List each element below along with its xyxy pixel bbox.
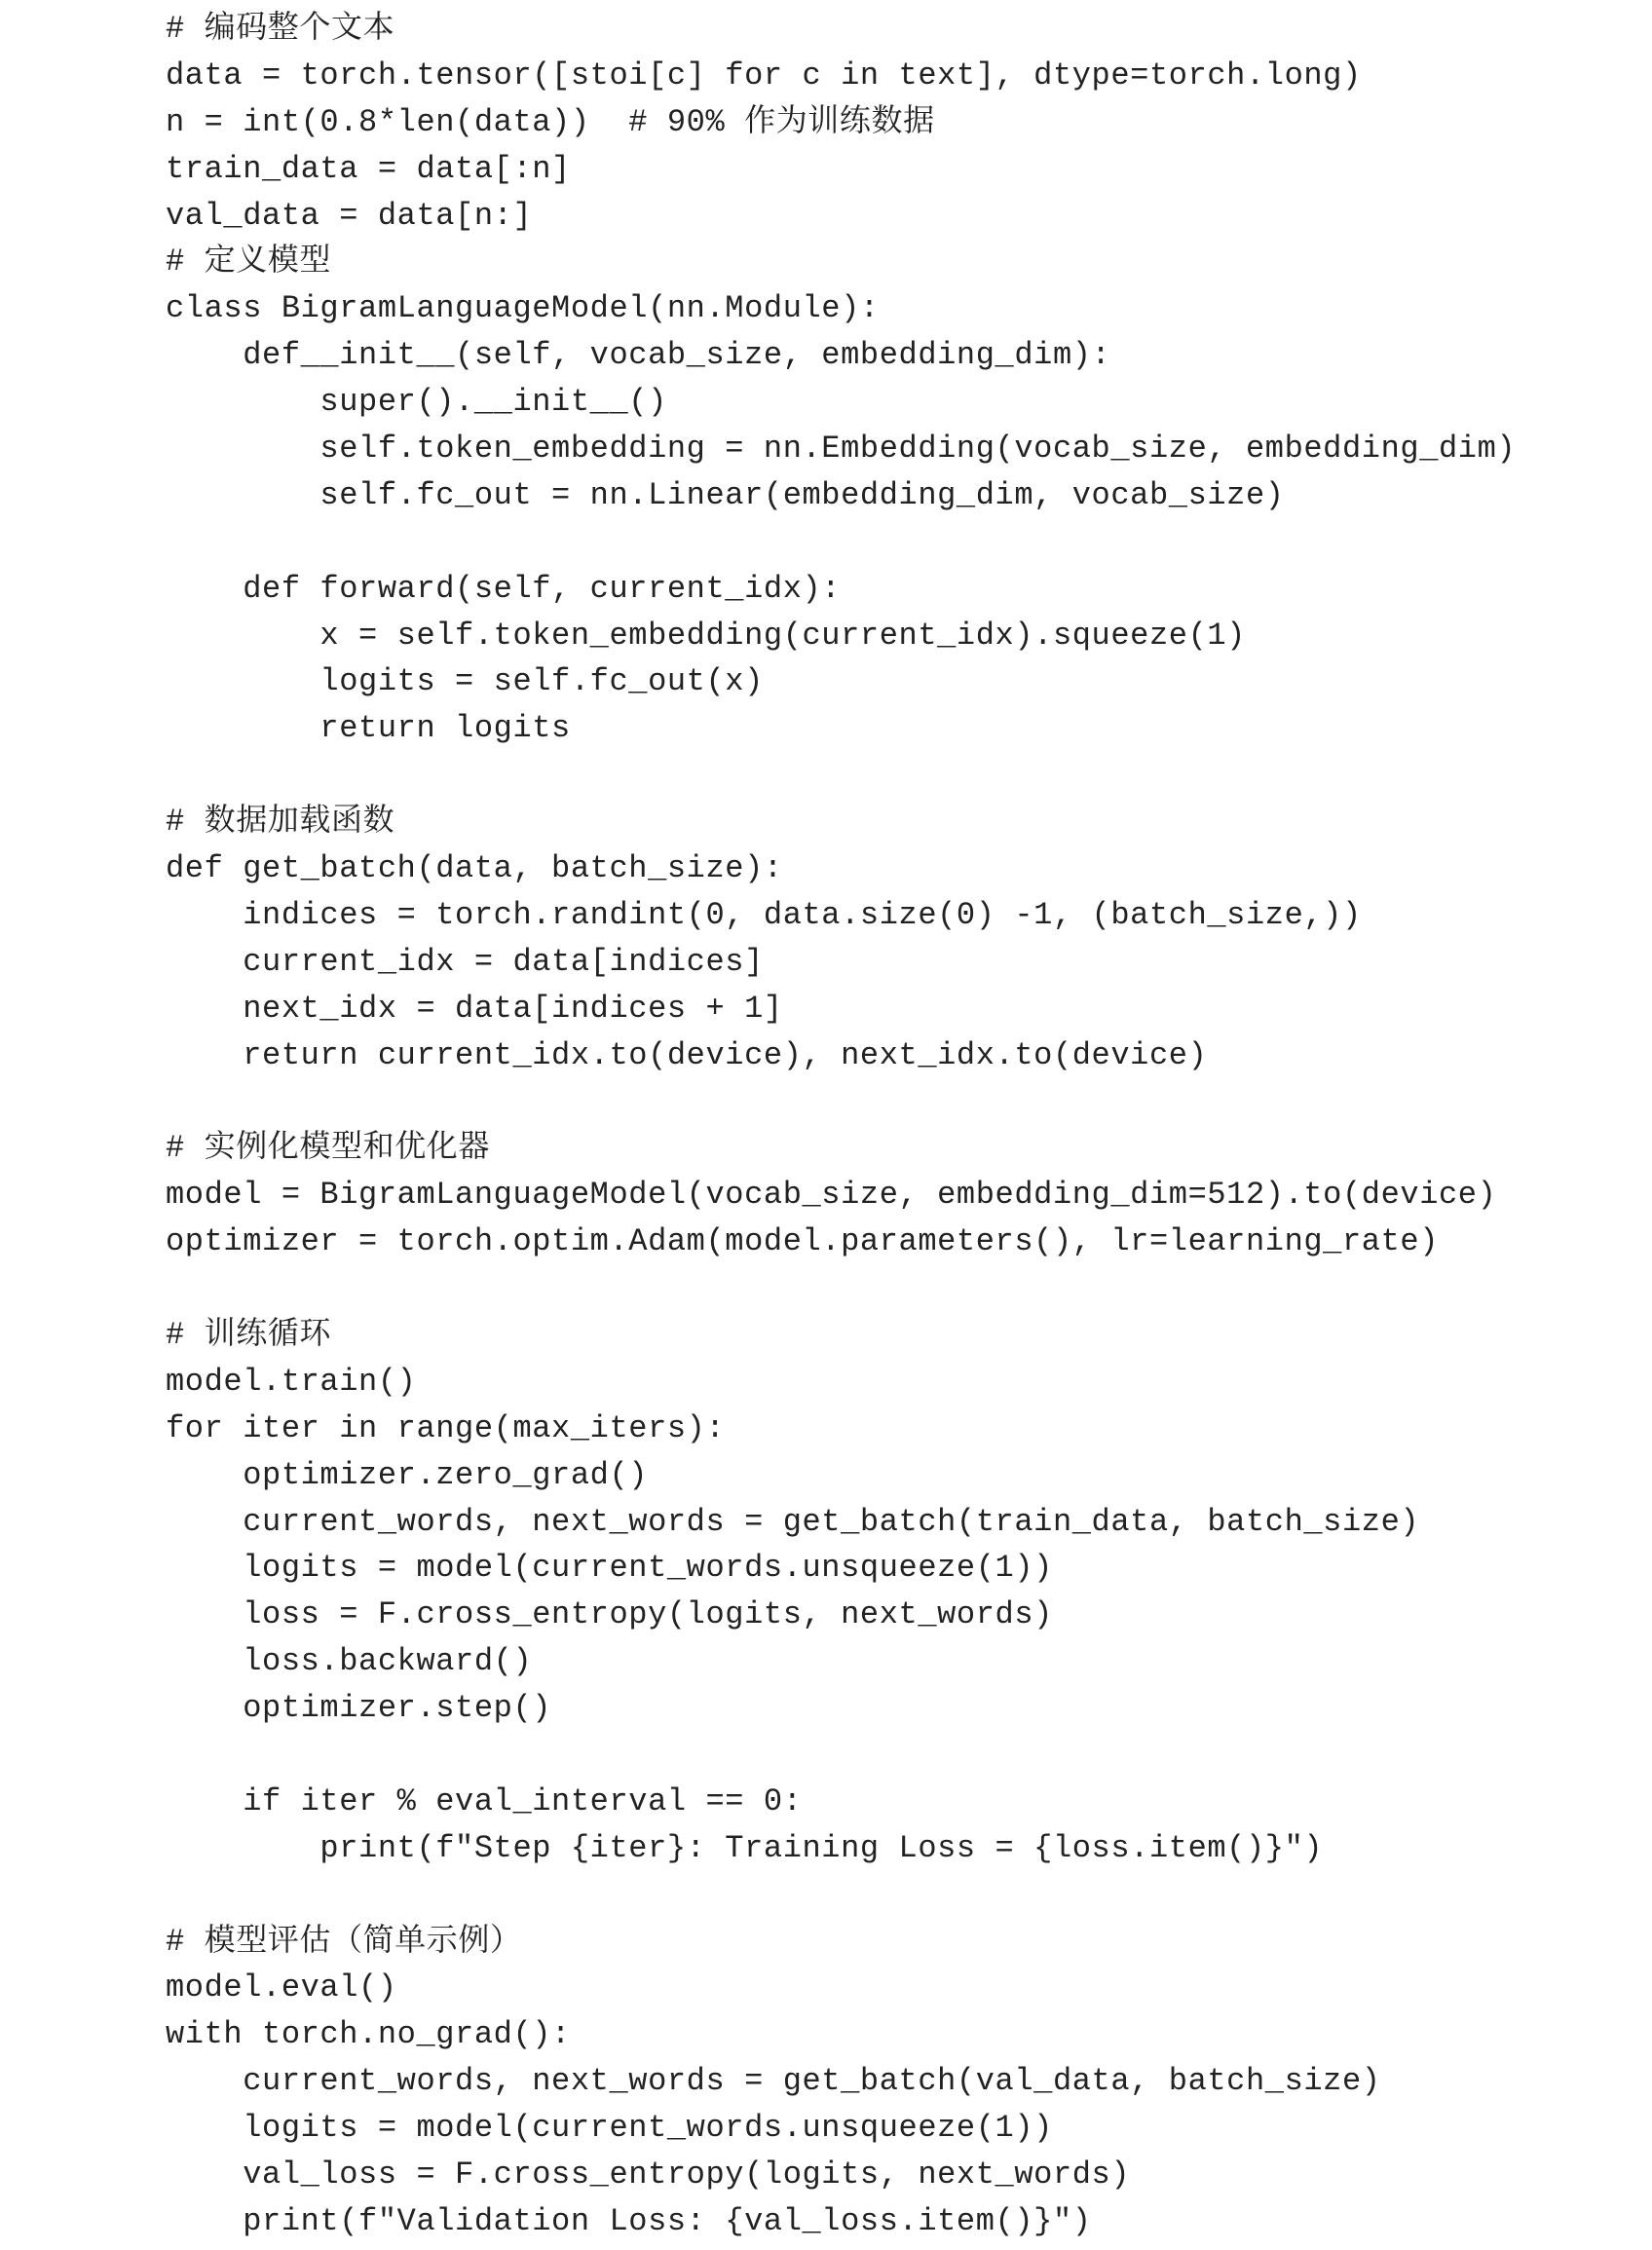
code-line: # 定义模型	[166, 244, 332, 281]
code-line: optimizer.zero_grad()	[166, 1456, 649, 1493]
code-line: optimizer.step()	[166, 1690, 552, 1727]
code-line: # 编码整个文本	[166, 11, 395, 47]
code-line: current_idx = data[indices]	[166, 943, 764, 980]
code-line: with torch.no_grad():	[166, 2016, 571, 2053]
code-line: train_data = data[:n]	[166, 150, 571, 187]
blank-line	[166, 1078, 1627, 1125]
code-line: super().__init__()	[166, 384, 667, 421]
code-line: optimizer = torch.optim.Adam(model.parameters(), lr=learning_rate)	[166, 1223, 1440, 1260]
code-line: data = torch.tensor([stoi[c] for c in text], dtype=torch.long)	[166, 56, 1362, 94]
code-line: class BigramLanguageModel(nn.Module):	[166, 290, 880, 327]
blank-line	[166, 1265, 1627, 1312]
code-line: val_data = data[n:]	[166, 197, 533, 234]
code-line: model.train()	[166, 1363, 417, 1400]
code-line: current_words, next_words = get_batch(val_data, batch_size)	[166, 2063, 1381, 2100]
code-line: for iter in range(max_iters):	[166, 1409, 726, 1446]
code-line: print(f"Validation Loss: {val_loss.item()}")	[166, 2202, 1092, 2239]
code-line: model.eval()	[166, 1969, 397, 2006]
code-line: if iter % eval_interval == 0:	[166, 1782, 803, 1819]
code-line: return current_idx.to(device), next_idx.to(device)	[166, 1036, 1208, 1073]
code-line: # 训练循环	[166, 1316, 332, 1353]
blank-line	[166, 519, 1627, 566]
code-line: loss = F.cross_entropy(logits, next_words)	[166, 1596, 1053, 1633]
code-line: def__init__(self, vocab_size, embedding_dim):	[166, 337, 1111, 374]
code-line: self.token_embedding = nn.Embedding(vocab_size, embedding_dim)	[166, 431, 1517, 468]
blank-line	[166, 1732, 1627, 1779]
code-line: val_loss = F.cross_entropy(logits, next_words)	[166, 2156, 1131, 2193]
code-line: logits = model(current_words.unsqueeze(1))	[166, 2110, 1053, 2147]
code-line: loss.backward()	[166, 1643, 533, 1680]
code-line: logits = self.fc_out(x)	[166, 663, 764, 700]
code-line: # 模型评估（简单示例）	[166, 1923, 522, 1960]
code-line: print(f"Step {iter}: Training Loss = {loss.item()}")	[166, 1829, 1324, 1866]
code-line: current_words, next_words = get_batch(train_data, batch_size)	[166, 1503, 1420, 1540]
blank-line	[166, 752, 1627, 799]
code-line: next_idx = data[indices + 1]	[166, 990, 783, 1027]
code-line: indices = torch.randint(0, data.size(0) -1, (batch_size,))	[166, 896, 1362, 933]
code-line: model = BigramLanguageModel(vocab_size, embedding_dim=512).to(device)	[166, 1177, 1497, 1214]
code-line: def get_batch(data, batch_size):	[166, 850, 783, 887]
code-line: logits = model(current_words.unsqueeze(1))	[166, 1550, 1053, 1587]
code-line: return logits	[166, 710, 571, 747]
code-line: def forward(self, current_idx):	[166, 570, 842, 607]
code-line: # 数据加载函数	[166, 804, 395, 841]
code-line: x = self.token_embedding(current_idx).squeeze(1)	[166, 617, 1246, 654]
code-line: # 实例化模型和优化器	[166, 1130, 491, 1167]
code-line: self.fc_out = nn.Linear(embedding_dim, vocab_size)	[166, 476, 1285, 513]
code-block	[166, 6, 1627, 2245]
blank-line	[166, 1872, 1627, 1919]
code-line: n = int(0.8*len(data)) # 90% 作为训练数据	[166, 103, 935, 140]
